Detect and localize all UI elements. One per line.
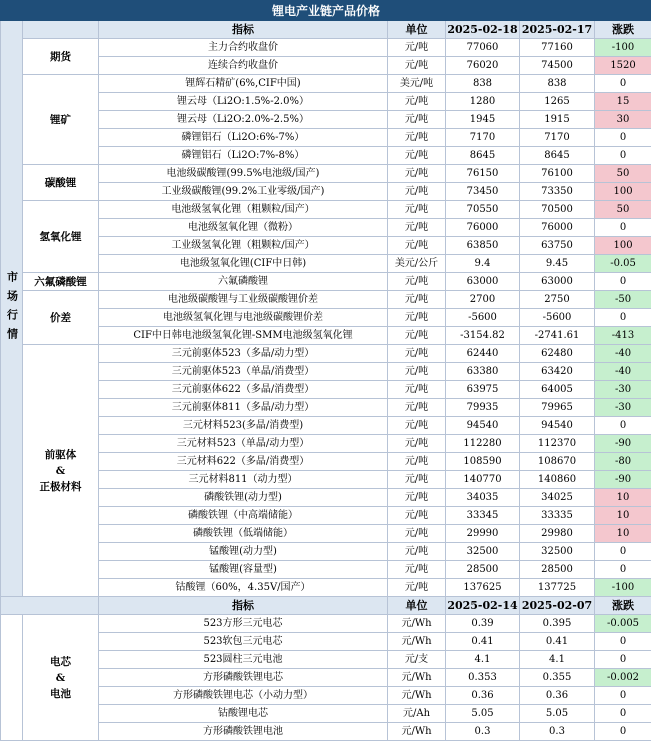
row-change: 100: [595, 237, 651, 255]
row-value2: 0.36: [520, 687, 595, 705]
row-name: 锂云母（Li2O:1.5%-2.0%）: [99, 93, 388, 111]
row-value1: 32500: [446, 543, 520, 561]
row-unit: 元/Wh: [388, 669, 446, 687]
row-value1: 28500: [446, 561, 520, 579]
row-unit: 元/吨: [388, 219, 446, 237]
table-row: [1, 363, 651, 381]
header-row-2: [1, 597, 651, 615]
row-change: -80: [595, 453, 651, 471]
row-unit: 元/吨: [388, 561, 446, 579]
row-value1: 108590: [446, 453, 520, 471]
row-name: 连续合约收盘价: [99, 57, 388, 75]
table-row: [1, 489, 651, 507]
group-label-line: 期货: [50, 50, 71, 63]
group-label-line: 锂矿: [50, 113, 71, 126]
row-change: 0: [595, 273, 651, 291]
table-row: [1, 705, 651, 723]
group-label-line: 电芯: [50, 655, 71, 668]
row-change: 0: [595, 705, 651, 723]
row-value2: 76100: [520, 165, 595, 183]
row-unit: 元/吨: [388, 57, 446, 75]
row-value2: 838: [520, 75, 595, 93]
row-name: 三元材料811（动力型）: [99, 471, 388, 489]
row-name: 锂云母（Li2O:2.0%-2.5%）: [99, 111, 388, 129]
group-label: [23, 345, 99, 597]
row-change: 50: [595, 201, 651, 219]
row-name: 磷锂铝石（Li2O:7%-8%）: [99, 147, 388, 165]
row-value1: 0.41: [446, 633, 520, 651]
row-value2: -2741.61: [520, 327, 595, 345]
row-change: -40: [595, 345, 651, 363]
group-label-line: &: [55, 671, 66, 684]
row-change: 0: [595, 543, 651, 561]
row-unit: 元/吨: [388, 453, 446, 471]
row-value1: 0.3: [446, 723, 520, 741]
table-row: [1, 435, 651, 453]
row-value1: 76000: [446, 219, 520, 237]
row-name: 电池级碳酸锂(99.5%电池级/国产): [99, 165, 388, 183]
row-change: -413: [595, 327, 651, 345]
group-label-line: 六氟磷酸锂: [34, 275, 87, 288]
row-unit: 元/吨: [388, 327, 446, 345]
row-value1: 76150: [446, 165, 520, 183]
row-name: 工业级氢氧化锂（粗颗粒/国产）: [99, 237, 388, 255]
row-value1: 73450: [446, 183, 520, 201]
header-change: 涨跌: [595, 21, 651, 39]
row-change: 0: [595, 147, 651, 165]
table-row: [1, 615, 651, 633]
row-value2: 94540: [520, 417, 595, 435]
group-label-line: 价差: [50, 311, 71, 324]
row-value2: 112370: [520, 435, 595, 453]
row-value2: 140860: [520, 471, 595, 489]
table-row: [1, 273, 651, 291]
row-name: 磷锂铝石（Li2O:6%-7%）: [99, 129, 388, 147]
row-change: -90: [595, 471, 651, 489]
table-row: [1, 39, 651, 57]
row-value1: 63380: [446, 363, 520, 381]
group-label: [23, 165, 99, 201]
group-label-line: 正极材料: [39, 480, 82, 493]
row-unit: 元/吨: [388, 273, 446, 291]
row-change: -40: [595, 363, 651, 381]
row-unit: 元/吨: [388, 39, 446, 57]
table-row: [1, 309, 651, 327]
row-name: 六氟磷酸锂: [99, 273, 388, 291]
row-name: 磷酸铁锂（低端储能）: [99, 525, 388, 543]
table-row: [1, 57, 651, 75]
row-unit: 元/吨: [388, 309, 446, 327]
row-value2: 8645: [520, 147, 595, 165]
header-unit: 单位: [388, 597, 446, 615]
row-value1: 838: [446, 75, 520, 93]
group-label-line: 氢氧化锂: [39, 230, 82, 243]
table-row: [1, 525, 651, 543]
table-row: [1, 291, 651, 309]
table-row: [1, 417, 651, 435]
table-row: [1, 507, 651, 525]
row-change: 0: [595, 687, 651, 705]
row-change: 15: [595, 93, 651, 111]
row-value1: 33345: [446, 507, 520, 525]
row-value1: 62440: [446, 345, 520, 363]
row-unit: 元/吨: [388, 507, 446, 525]
row-change: 0: [595, 309, 651, 327]
table-row: [1, 237, 651, 255]
title-row: [1, 1, 651, 21]
table-row: [1, 687, 651, 705]
row-value2: 74500: [520, 57, 595, 75]
row-name: 工业级碳酸锂(99.2%工业零级/国产): [99, 183, 388, 201]
row-value1: 9.4: [446, 255, 520, 273]
row-name: 锰酸锂(容量型): [99, 561, 388, 579]
group-label: [23, 201, 99, 273]
row-value1: 140770: [446, 471, 520, 489]
row-value2: 73350: [520, 183, 595, 201]
row-value1: 63850: [446, 237, 520, 255]
row-value2: 4.1: [520, 651, 595, 669]
row-value1: 137625: [446, 579, 520, 597]
row-name: 三元材料523（单晶/动力型）: [99, 435, 388, 453]
row-name: 电池级氢氧化锂(CIF中日韩): [99, 255, 388, 273]
row-value1: -3154.82: [446, 327, 520, 345]
row-unit: 元/吨: [388, 345, 446, 363]
header-blank: [23, 21, 99, 39]
row-change: 0: [595, 651, 651, 669]
table-row: [1, 147, 651, 165]
row-unit: 元/吨: [388, 417, 446, 435]
row-unit: 元/吨: [388, 165, 446, 183]
row-value1: 7170: [446, 129, 520, 147]
row-unit: 元/吨: [388, 525, 446, 543]
row-value2: 63000: [520, 273, 595, 291]
row-name: 523软包三元电芯: [99, 633, 388, 651]
table-row: [1, 345, 651, 363]
row-unit: 元/Wh: [388, 687, 446, 705]
row-change: 1520: [595, 57, 651, 75]
row-value1: 63975: [446, 381, 520, 399]
row-change: -30: [595, 381, 651, 399]
table-title: 锂电产业链产品价格: [1, 1, 651, 21]
row-value2: 32500: [520, 543, 595, 561]
row-value1: 5.05: [446, 705, 520, 723]
row-unit: 元/吨: [388, 579, 446, 597]
row-name: 钴酸锂（60%，4.35V/国产）: [99, 579, 388, 597]
row-change: 50: [595, 165, 651, 183]
row-unit: 美元/吨: [388, 75, 446, 93]
row-name: 三元前驱体523（多晶/动力型）: [99, 345, 388, 363]
row-value1: 112280: [446, 435, 520, 453]
row-value2: 70500: [520, 201, 595, 219]
row-unit: 元/Ah: [388, 705, 446, 723]
row-change: 0: [595, 75, 651, 93]
row-unit: 元/Wh: [388, 615, 446, 633]
row-value2: 137725: [520, 579, 595, 597]
row-unit: 元/吨: [388, 129, 446, 147]
row-value2: 0.355: [520, 669, 595, 687]
row-change: 100: [595, 183, 651, 201]
table-row: [1, 669, 651, 687]
row-name: 523方形三元电芯: [99, 615, 388, 633]
row-value1: 76020: [446, 57, 520, 75]
table-row: [1, 75, 651, 93]
header-date2: 2025-02-17: [520, 21, 595, 39]
row-value1: 1280: [446, 93, 520, 111]
table-row: [1, 255, 651, 273]
header-change: 涨跌: [595, 597, 651, 615]
row-change: -0.002: [595, 669, 651, 687]
row-change: 10: [595, 489, 651, 507]
row-unit: 元/Wh: [388, 633, 446, 651]
table-row: [1, 219, 651, 237]
row-value1: 77060: [446, 39, 520, 57]
row-change: -100: [595, 579, 651, 597]
row-change: 0: [595, 219, 651, 237]
row-value1: 0.39: [446, 615, 520, 633]
table-row: [1, 543, 651, 561]
row-change: 0: [595, 129, 651, 147]
group-label: [23, 291, 99, 345]
row-unit: 元/吨: [388, 363, 446, 381]
row-name: 磷酸铁锂（中高端储能）: [99, 507, 388, 525]
row-value2: 28500: [520, 561, 595, 579]
header-blank: [1, 597, 99, 615]
row-name: 主力合约收盘价: [99, 39, 388, 57]
row-unit: 元/吨: [388, 93, 446, 111]
table-row: [1, 111, 651, 129]
row-value1: 34035: [446, 489, 520, 507]
header-indicator: 指标: [99, 597, 388, 615]
row-name: 523圆柱三元电池: [99, 651, 388, 669]
row-value2: 1915: [520, 111, 595, 129]
row-unit: 元/吨: [388, 201, 446, 219]
row-value2: 34025: [520, 489, 595, 507]
row-value1: -5600: [446, 309, 520, 327]
row-change: 0: [595, 723, 651, 741]
row-value1: 4.1: [446, 651, 520, 669]
row-value2: 29980: [520, 525, 595, 543]
row-value2: 33335: [520, 507, 595, 525]
table-row: [1, 183, 651, 201]
group-label-line: &: [55, 464, 66, 477]
table-row: [1, 633, 651, 651]
row-change: -0.05: [595, 255, 651, 273]
row-name: 钴酸锂电芯: [99, 705, 388, 723]
row-unit: 元/吨: [388, 291, 446, 309]
row-value2: 7170: [520, 129, 595, 147]
row-value2: 1265: [520, 93, 595, 111]
header-unit: 单位: [388, 21, 446, 39]
row-change: 0: [595, 417, 651, 435]
group-label-line: 前驱体: [44, 448, 77, 461]
row-change: -90: [595, 435, 651, 453]
row-name: 三元前驱体811（多晶/动力型）: [99, 399, 388, 417]
row-change: 30: [595, 111, 651, 129]
row-unit: 元/吨: [388, 543, 446, 561]
row-unit: 元/吨: [388, 471, 446, 489]
row-name: 锰酸锂(动力型): [99, 543, 388, 561]
row-change: 0: [595, 633, 651, 651]
row-value2: 108670: [520, 453, 595, 471]
row-change: -100: [595, 39, 651, 57]
row-unit: 元/吨: [388, 399, 446, 417]
row-value1: 63000: [446, 273, 520, 291]
table-row: [1, 399, 651, 417]
table-row: [1, 201, 651, 219]
row-value2: 0.395: [520, 615, 595, 633]
row-change: -0.005: [595, 615, 651, 633]
row-value2: 9.45: [520, 255, 595, 273]
row-unit: 元/吨: [388, 237, 446, 255]
table-row: [1, 129, 651, 147]
header-row: [1, 21, 651, 39]
row-value2: 76000: [520, 219, 595, 237]
row-value1: 8645: [446, 147, 520, 165]
section-label: 市场行情: [1, 21, 23, 597]
row-change: 10: [595, 507, 651, 525]
table-row: [1, 579, 651, 597]
row-value2: 79965: [520, 399, 595, 417]
row-unit: 元/吨: [388, 381, 446, 399]
table-row: [1, 471, 651, 489]
row-change: 0: [595, 561, 651, 579]
row-unit: 元/吨: [388, 111, 446, 129]
group-label-line: 碳酸锂: [44, 176, 77, 189]
row-name: 方形磷酸铁锂电池: [99, 723, 388, 741]
header-date2: 2025-02-07: [520, 597, 595, 615]
row-name: 磷酸铁锂(动力型): [99, 489, 388, 507]
row-value2: 64005: [520, 381, 595, 399]
row-value2: 0.41: [520, 633, 595, 651]
table-row: [1, 561, 651, 579]
table-row: [1, 327, 651, 345]
table-row: [1, 381, 651, 399]
row-name: 三元前驱体523（单晶/消费型）: [99, 363, 388, 381]
group-label: [23, 273, 99, 291]
row-value2: 2750: [520, 291, 595, 309]
row-name: 电池级碳酸锂与工业级碳酸锂价差: [99, 291, 388, 309]
row-value1: 2700: [446, 291, 520, 309]
row-name: 电池级氢氧化锂（微粉）: [99, 219, 388, 237]
row-value2: 63750: [520, 237, 595, 255]
row-unit: 元/吨: [388, 183, 446, 201]
row-value1: 1945: [446, 111, 520, 129]
row-name: 方形磷酸铁锂电芯（小动力型）: [99, 687, 388, 705]
row-unit: 元/吨: [388, 435, 446, 453]
group-label: [23, 615, 99, 741]
header-date1: 2025-02-18: [446, 21, 520, 39]
row-value1: 0.36: [446, 687, 520, 705]
row-value1: 79935: [446, 399, 520, 417]
group-label: [23, 75, 99, 165]
table-row: [1, 93, 651, 111]
table-row: [1, 453, 651, 471]
row-value1: 70550: [446, 201, 520, 219]
row-value2: 0.3: [520, 723, 595, 741]
row-change: -50: [595, 291, 651, 309]
row-name: 电池级氢氧化锂（粗颗粒/国产）: [99, 201, 388, 219]
header-indicator: 指标: [99, 21, 388, 39]
section2-blank: [1, 615, 23, 741]
row-unit: 元/支: [388, 651, 446, 669]
row-name: 锂辉石精矿(6%,CIF中国): [99, 75, 388, 93]
row-value2: 77160: [520, 39, 595, 57]
row-name: CIF中日韩电池级氢氧化锂-SMM电池级氢氧化锂: [99, 327, 388, 345]
row-unit: 元/吨: [388, 489, 446, 507]
row-name: 三元前驱体622（多晶/消费型）: [99, 381, 388, 399]
row-unit: 元/吨: [388, 147, 446, 165]
group-label: [23, 39, 99, 75]
table-row: [1, 723, 651, 741]
row-value2: 62480: [520, 345, 595, 363]
row-value1: 29990: [446, 525, 520, 543]
row-value1: 94540: [446, 417, 520, 435]
row-name: 三元材料622（多晶/消费型）: [99, 453, 388, 471]
row-change: -30: [595, 399, 651, 417]
table-row: [1, 165, 651, 183]
row-value2: 5.05: [520, 705, 595, 723]
header-date1: 2025-02-14: [446, 597, 520, 615]
row-change: 10: [595, 525, 651, 543]
row-value2: 63420: [520, 363, 595, 381]
table-row: [1, 651, 651, 669]
group-label-line: 电池: [50, 687, 71, 700]
row-unit: 元/Wh: [388, 723, 446, 741]
row-unit: 美元/公斤: [388, 255, 446, 273]
row-name: 方形磷酸铁锂电芯: [99, 669, 388, 687]
row-value2: -5600: [520, 309, 595, 327]
row-name: 三元材料523(多晶/消费型): [99, 417, 388, 435]
row-value1: 0.353: [446, 669, 520, 687]
row-name: 电池级氢氧化锂与电池级碳酸锂价差: [99, 309, 388, 327]
